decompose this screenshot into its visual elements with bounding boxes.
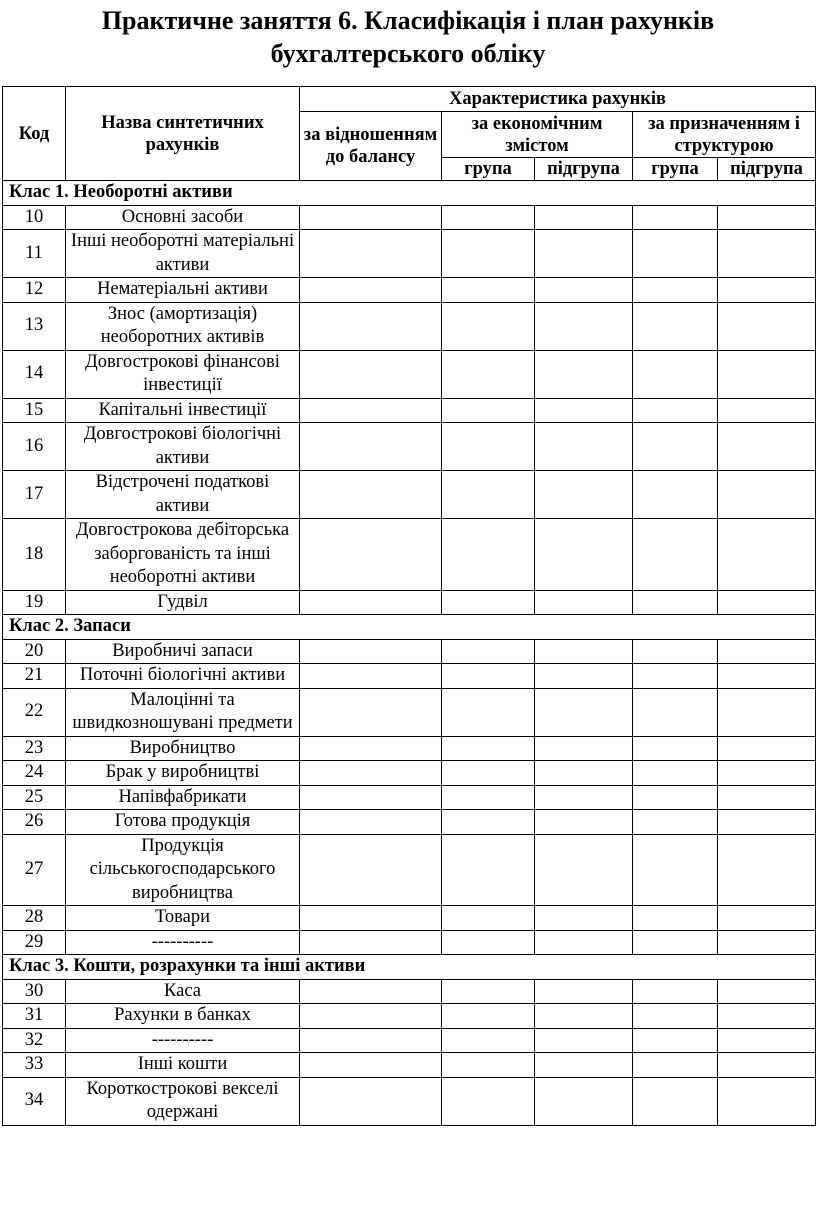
account-code: 14 [3, 350, 66, 398]
empty-cell [718, 930, 816, 955]
empty-cell [300, 664, 442, 689]
empty-cell [300, 639, 442, 664]
table-row [3, 1053, 816, 1078]
empty-cell [633, 761, 718, 786]
empty-cell [633, 398, 718, 423]
empty-cell [535, 761, 633, 786]
account-code: 19 [3, 590, 66, 615]
empty-cell [718, 1077, 816, 1125]
account-code: 30 [3, 979, 66, 1004]
empty-cell [300, 834, 442, 906]
account-code: 33 [3, 1053, 66, 1078]
empty-cell [300, 302, 442, 350]
empty-cell [633, 590, 718, 615]
empty-cell [535, 423, 633, 471]
empty-cell [442, 810, 535, 835]
account-name: Нематеріальні активи [66, 278, 300, 303]
page-title [0, 0, 816, 70]
empty-cell [633, 785, 718, 810]
account-code: 20 [3, 639, 66, 664]
table-row [3, 350, 816, 398]
empty-cell [718, 1004, 816, 1029]
class-title: Клас 3. Кошти, розрахунки та інші активи [3, 955, 816, 980]
empty-cell [300, 1004, 442, 1029]
empty-cell [718, 761, 816, 786]
empty-cell [535, 398, 633, 423]
empty-cell [718, 471, 816, 519]
empty-cell [718, 278, 816, 303]
empty-cell [535, 810, 633, 835]
account-name: Товари [66, 906, 300, 931]
accounts-table [2, 86, 816, 1126]
account-name: Продукція сільськогосподарського виробництва [66, 834, 300, 906]
empty-cell [718, 398, 816, 423]
empty-cell [633, 519, 718, 591]
account-code: 17 [3, 471, 66, 519]
empty-cell [300, 761, 442, 786]
table-row [3, 906, 816, 931]
empty-cell [442, 1053, 535, 1078]
empty-cell [633, 1077, 718, 1125]
account-name: Виробництво [66, 736, 300, 761]
empty-cell [442, 834, 535, 906]
account-name: Короткострокові векселі одержані [66, 1077, 300, 1125]
empty-cell [300, 1053, 442, 1078]
empty-cell [633, 471, 718, 519]
empty-cell [442, 785, 535, 810]
empty-cell [535, 979, 633, 1004]
empty-cell [300, 1077, 442, 1125]
empty-cell [535, 688, 633, 736]
account-name: Напівфабрикати [66, 785, 300, 810]
empty-cell [535, 639, 633, 664]
empty-cell [718, 1053, 816, 1078]
empty-cell [535, 471, 633, 519]
empty-cell [442, 302, 535, 350]
empty-cell [633, 930, 718, 955]
table-row [3, 785, 816, 810]
empty-cell [718, 590, 816, 615]
empty-cell [535, 302, 633, 350]
table-row [3, 736, 816, 761]
empty-cell [633, 1004, 718, 1029]
table-row [3, 471, 816, 519]
account-code: 34 [3, 1077, 66, 1125]
empty-cell [535, 834, 633, 906]
table-row [3, 590, 816, 615]
table-row [3, 398, 816, 423]
table-row [3, 278, 816, 303]
empty-cell [442, 979, 535, 1004]
empty-cell [535, 664, 633, 689]
empty-cell [300, 590, 442, 615]
empty-cell [300, 736, 442, 761]
empty-cell [718, 423, 816, 471]
account-name: Брак у виробництві [66, 761, 300, 786]
account-name: Довгострокова дебіторська заборгованість та інші необоротні активи [66, 519, 300, 591]
empty-cell [718, 785, 816, 810]
account-code: 15 [3, 398, 66, 423]
empty-cell [633, 230, 718, 278]
empty-cell [718, 350, 816, 398]
header-balance: за відношенням до балансу [300, 112, 442, 181]
header-code: Код [3, 87, 66, 181]
table-row [3, 205, 816, 230]
table-body [3, 181, 816, 1126]
empty-cell [442, 471, 535, 519]
empty-cell [633, 906, 718, 931]
empty-cell [300, 398, 442, 423]
empty-cell [442, 230, 535, 278]
empty-cell [442, 423, 535, 471]
empty-cell [633, 350, 718, 398]
account-code: 21 [3, 664, 66, 689]
empty-cell [535, 590, 633, 615]
title-line-1: Практичне заняття 6. Класифікація і план рахунків [101, 6, 715, 35]
empty-cell [300, 906, 442, 931]
header-purpose: за призначенням і структурою [633, 112, 816, 158]
table-row [3, 810, 816, 835]
title-line-2: бухгалтерського обліку [270, 39, 546, 68]
account-name: Малоцінні та швидкозношувані предмети [66, 688, 300, 736]
account-name: Інші необоротні матеріальні активи [66, 230, 300, 278]
empty-cell [718, 688, 816, 736]
empty-cell [300, 278, 442, 303]
account-name: Довгострокові фінансові інвестиції [66, 350, 300, 398]
empty-cell [633, 1053, 718, 1078]
account-name: Поточні біологічні активи [66, 664, 300, 689]
empty-cell [718, 519, 816, 591]
account-name: Інші кошти [66, 1053, 300, 1078]
account-name: Основні засоби [66, 205, 300, 230]
empty-cell [718, 810, 816, 835]
empty-cell [718, 906, 816, 931]
account-name: Відстрочені податкові активи [66, 471, 300, 519]
table-row [3, 423, 816, 471]
empty-cell [300, 688, 442, 736]
empty-cell [718, 979, 816, 1004]
empty-cell [442, 664, 535, 689]
empty-cell [300, 930, 442, 955]
empty-cell [300, 423, 442, 471]
account-code: 24 [3, 761, 66, 786]
account-code: 31 [3, 1004, 66, 1029]
account-code: 25 [3, 785, 66, 810]
empty-cell [442, 906, 535, 931]
empty-cell [442, 278, 535, 303]
empty-cell [718, 205, 816, 230]
empty-cell [633, 810, 718, 835]
empty-cell [442, 1077, 535, 1125]
empty-cell [535, 785, 633, 810]
table-row [3, 519, 816, 591]
empty-cell [718, 834, 816, 906]
empty-cell [633, 423, 718, 471]
empty-cell [535, 519, 633, 591]
table-row [3, 930, 816, 955]
empty-cell [300, 785, 442, 810]
class-title: Клас 1. Необоротні активи [3, 181, 816, 206]
empty-cell [442, 1028, 535, 1053]
account-code: 23 [3, 736, 66, 761]
account-code: 13 [3, 302, 66, 350]
table-row [3, 761, 816, 786]
empty-cell [718, 664, 816, 689]
account-code: 16 [3, 423, 66, 471]
table-row [3, 664, 816, 689]
empty-cell [718, 1028, 816, 1053]
empty-cell [442, 350, 535, 398]
account-code: 11 [3, 230, 66, 278]
empty-cell [535, 205, 633, 230]
account-code: 32 [3, 1028, 66, 1053]
table-row [3, 639, 816, 664]
account-name: ---------- [66, 1028, 300, 1053]
empty-cell [442, 398, 535, 423]
empty-cell [535, 1077, 633, 1125]
header-purpose-subgroup: підгрупа [718, 158, 816, 181]
empty-cell [633, 688, 718, 736]
empty-cell [535, 230, 633, 278]
empty-cell [535, 350, 633, 398]
header-characteristic: Характеристика рахунків [300, 87, 816, 112]
header-purpose-group: група [633, 158, 718, 181]
empty-cell [535, 1028, 633, 1053]
empty-cell [633, 1028, 718, 1053]
empty-cell [442, 930, 535, 955]
empty-cell [442, 639, 535, 664]
empty-cell [718, 639, 816, 664]
empty-cell [633, 639, 718, 664]
empty-cell [633, 834, 718, 906]
account-name: Довгострокові біологічні активи [66, 423, 300, 471]
empty-cell [300, 350, 442, 398]
account-name: Знос (амортизація) необоротних активів [66, 302, 300, 350]
empty-cell [633, 205, 718, 230]
empty-cell [633, 278, 718, 303]
account-code: 28 [3, 906, 66, 931]
table-row [3, 1077, 816, 1125]
header-economic-subgroup: підгрупа [535, 158, 633, 181]
account-code: 27 [3, 834, 66, 906]
table-row [3, 1004, 816, 1029]
account-name: Готова продукція [66, 810, 300, 835]
class-title: Клас 2. Запаси [3, 615, 816, 640]
table-row [3, 230, 816, 278]
empty-cell [535, 1004, 633, 1029]
table-row [3, 302, 816, 350]
empty-cell [535, 930, 633, 955]
empty-cell [442, 590, 535, 615]
empty-cell [633, 664, 718, 689]
header-economic: за економічним змістом [442, 112, 633, 158]
empty-cell [442, 688, 535, 736]
empty-cell [300, 810, 442, 835]
empty-cell [718, 230, 816, 278]
account-name: Каса [66, 979, 300, 1004]
empty-cell [300, 1028, 442, 1053]
empty-cell [442, 736, 535, 761]
account-code: 12 [3, 278, 66, 303]
class-row [3, 615, 816, 640]
empty-cell [633, 979, 718, 1004]
table-row [3, 979, 816, 1004]
empty-cell [300, 205, 442, 230]
header-name: Назва синтетичних рахунків [66, 87, 300, 181]
empty-cell [442, 519, 535, 591]
class-row [3, 181, 816, 206]
account-name: Виробничі запаси [66, 639, 300, 664]
account-name: ---------- [66, 930, 300, 955]
account-code: 22 [3, 688, 66, 736]
empty-cell [300, 519, 442, 591]
account-name: Гудвіл [66, 590, 300, 615]
account-code: 29 [3, 930, 66, 955]
empty-cell [535, 736, 633, 761]
table-row [3, 688, 816, 736]
table-row [3, 834, 816, 906]
empty-cell [442, 205, 535, 230]
empty-cell [633, 736, 718, 761]
empty-cell [633, 302, 718, 350]
empty-cell [300, 230, 442, 278]
empty-cell [442, 761, 535, 786]
account-name: Рахунки в банках [66, 1004, 300, 1029]
empty-cell [300, 471, 442, 519]
empty-cell [718, 302, 816, 350]
class-row [3, 955, 816, 980]
account-code: 10 [3, 205, 66, 230]
empty-cell [535, 906, 633, 931]
empty-cell [442, 1004, 535, 1029]
table-row [3, 1028, 816, 1053]
empty-cell [718, 736, 816, 761]
account-code: 26 [3, 810, 66, 835]
empty-cell [535, 278, 633, 303]
empty-cell [535, 1053, 633, 1078]
account-code: 18 [3, 519, 66, 591]
empty-cell [300, 979, 442, 1004]
header-economic-group: група [442, 158, 535, 181]
account-name: Капітальні інвестиції [66, 398, 300, 423]
